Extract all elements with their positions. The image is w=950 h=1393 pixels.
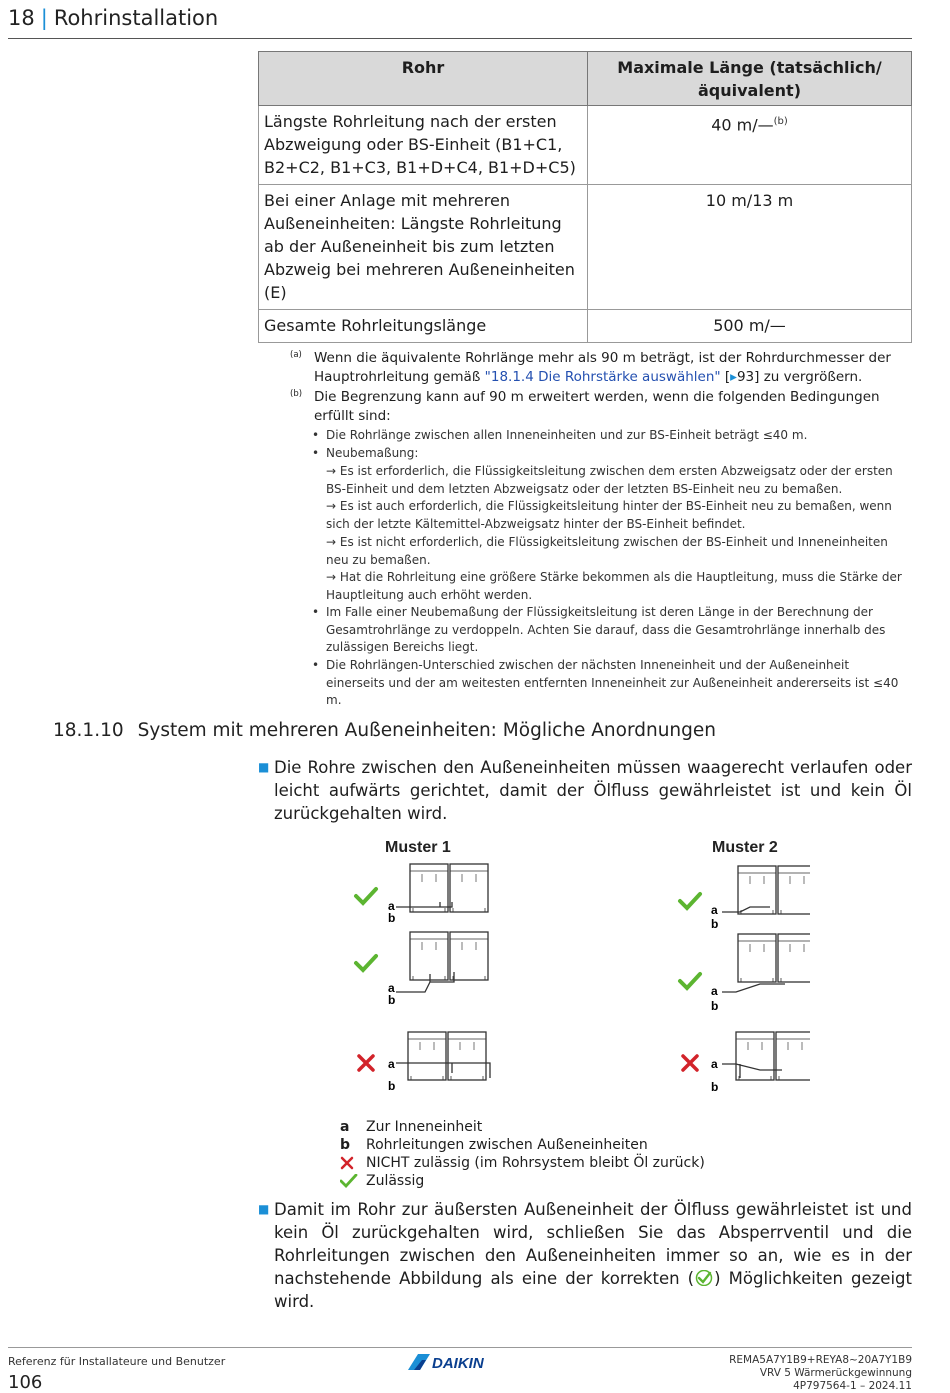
label-a: a (711, 1057, 718, 1071)
bullet-paragraph (258, 756, 912, 825)
list-item-text: Im Falle einer Neubemaßung der Flüssigkeitsleitung ist deren Länge in der Berechnung der Gesamtrohrlänge zu verdoppeln. Achten Sie darauf, dass die Gesamtrohrlänge innerhalb des zulässigen Bereichs liegt. (326, 605, 886, 655)
pipe-cell: Längste Rohrleitung nach der ersten Abzweigung oder BS-Einheit (B1+C1, B2+C2, B1+C3, B1+D+C4, B1+D+C5) (259, 106, 588, 185)
label-b: b (388, 911, 396, 925)
chapter-number: 18 (8, 6, 35, 30)
label-a: a (711, 984, 718, 998)
value-text: 500 m/— (713, 316, 786, 335)
cross-icon (340, 1156, 354, 1170)
list-item-text: Die Rohrlänge zwischen allen Inneneinheiten und zur BS-Einheit beträgt ≤40 m. (326, 428, 808, 442)
check-circle-icon (694, 1270, 714, 1286)
legend-text: Zur Inneneinheit (366, 1119, 483, 1135)
bullet-square-icon: ■ (258, 760, 270, 774)
list-item: • Neubemaßung: (312, 445, 910, 463)
section-title: System mit mehreren Außeneinheiten: Mögliche Anordnungen (137, 720, 717, 741)
list-item-text: Die Rohrlängen-Unterschied zwischen der nächsten Inneneinheit und der Außeneinheit einerseits und der am weitesten entfernten Inneneinheit zur Außeneinheit andererseits ist ≤40 m. (326, 658, 899, 708)
outdoor-unit (448, 1032, 486, 1080)
header-divider (8, 38, 912, 39)
label-a: a (388, 981, 395, 995)
section-heading (53, 720, 716, 741)
pipe-length-table (258, 51, 912, 343)
label-b: b (388, 1079, 396, 1093)
document-info (729, 1354, 912, 1393)
arrangement-diagram (340, 832, 810, 1094)
sub-item-text: → Hat die Rohrleitung eine größere Stärke bekommen als die Hauptleitung, muss die Stärke der Hauptleitung auch erhöht werden. (326, 570, 902, 602)
check-icon (356, 889, 376, 903)
paragraph-text-start: Damit im Rohr zur äußersten Außeneinheit der Ölfluss gewährleistet ist und kein Öl zurückgehalten wird, schließen Sie das Absperrventil und die Rohrleitungen zwischen den Außeneinheiten immer so an, wie es in der nachstehende Abbildung als eine der korrekten ( (274, 1200, 912, 1288)
sub-item-text: → Es ist auch erforderlich, die Flüssigkeitsleitung hinter der BS-Einheit neu zu bemaßen, wenn sich der letzte Kältemittel-Abzweigsatz hinter der BS-Einheit befindet. (326, 499, 892, 531)
section-number: 18.1.10 (53, 720, 124, 741)
label-a: a (388, 1057, 395, 1071)
check-icon (680, 974, 700, 988)
bullet-square-icon: ■ (258, 1202, 270, 1216)
sub-item (312, 534, 910, 569)
page-reference: 93 (736, 369, 755, 385)
column-header-max-length: Maximale Länge (tatsächlich/ äquivalent) (588, 52, 912, 106)
label-a: a (388, 899, 395, 913)
list-item: • Im Falle einer Neubemaßung der Flüssigkeitsleitung ist deren Länge in der Berechnung der Gesamtrohrlänge zu verdoppeln. Achten Sie darauf, dass die Gesamtrohrlänge innerhalb des zulässigen Bereichs liegt. (312, 604, 910, 657)
footer-divider (8, 1347, 912, 1348)
check-icon (356, 956, 376, 970)
pattern-1-title: Muster 1 (385, 839, 451, 856)
outdoor-unit (450, 932, 488, 980)
page-number: 106 (8, 1372, 43, 1393)
legend-item (340, 1136, 700, 1154)
footnote-b (290, 388, 910, 426)
pipe-cell: Bei einer Anlage mit mehreren Außeneinheiten: Längste Rohrleitung ab der Außeneinheit bis zum letzten Abzweig bei mehreren Außeneinheiten (E) (259, 185, 588, 310)
diagram-legend (340, 1118, 705, 1190)
footnote-text: Wenn die äquivalente Rohrlänge mehr als 90 m beträgt, ist der Rohrdurchmesser der Hauptrohrleitung gemäß (314, 350, 891, 385)
outdoor-unit (778, 934, 810, 982)
legend-text: Zulässig (366, 1173, 425, 1189)
outdoor-unit (450, 864, 488, 912)
outdoor-unit (778, 866, 810, 914)
legend-key: a (340, 1119, 350, 1135)
outdoor-unit (410, 864, 448, 912)
footnote-marker: (a) (290, 350, 302, 360)
list-item-text: Neubemaßung: (326, 446, 419, 460)
document-title: Referenz für Installateure und Benutzer (8, 1355, 226, 1368)
outdoor-unit (738, 934, 776, 982)
cross-icon (359, 1056, 373, 1070)
page-arrow-icon: ▸ (730, 369, 737, 385)
sub-item-text: → Es ist nicht erforderlich, die Flüssigkeitsleitung zwischen der BS-Einheit und Inneneinheiten neu zu bemaßen. (326, 535, 888, 567)
model-numbers: REMA5A7Y1B9+REYA8~20A7Y1B9 (729, 1354, 912, 1366)
column-header-pipe: Rohr (259, 52, 588, 106)
legend-item (340, 1118, 700, 1136)
table-row (259, 106, 912, 185)
cross-reference-link[interactable]: "18.1.4 Die Rohrstärke auswählen" (484, 369, 721, 385)
product-line: VRV 5 Wärmerückgewinnung (759, 1367, 912, 1379)
check-icon (680, 894, 700, 908)
outdoor-unit (410, 932, 448, 980)
pattern-2-title: Muster 2 (712, 839, 778, 856)
label-b: b (711, 917, 719, 931)
check-icon (340, 1174, 358, 1188)
table-row (259, 310, 912, 343)
footnote-marker: (b) (290, 389, 303, 399)
paragraph-text (274, 1198, 912, 1313)
value-text: 40 m/— (711, 115, 774, 135)
list-item: • Die Rohrlängen-Unterschied zwischen der nächsten Inneneinheit und der Außeneinheit einerseits und der am weitesten entfernten Inneneinheit zur Außeneinheit andererseits ist ≤40 m. (312, 657, 910, 710)
paragraph-text-end: ) Möglichkeiten gezeigt wird. (274, 1269, 912, 1311)
value-cell (588, 106, 912, 185)
footnote-a (290, 349, 910, 387)
table-row (259, 185, 912, 310)
pipe-line (722, 984, 785, 992)
sub-item (312, 569, 910, 604)
cross-icon (683, 1056, 697, 1070)
label-b: b (388, 993, 396, 1007)
label-b: b (711, 999, 719, 1013)
footnote-text: Die Begrenzung kann auf 90 m erweitert werden, wenn die folgenden Bedingungen erfüllt sind: (314, 389, 880, 424)
sub-item-text: → Es ist erforderlich, die Flüssigkeitsleitung zwischen dem ersten Abzweigsatz oder der ersten BS-Einheit und dem letzten Abzweigsatz oder der letzten BS-Einheit neu zu bemaßen. (326, 464, 893, 496)
value-cell (588, 310, 912, 343)
pipe-cell: Gesamte Rohrleitungslänge (259, 310, 588, 343)
label-a: a (711, 903, 718, 917)
bullet-paragraph (258, 1198, 912, 1313)
legend-text: NICHT zulässig (im Rohrsystem bleibt Öl zurück) (366, 1155, 705, 1171)
legend-item (340, 1154, 705, 1172)
header-separator: | (40, 6, 48, 30)
label-b: b (711, 1080, 719, 1094)
sub-item (312, 498, 910, 533)
footnote-ref: (b) (773, 116, 788, 127)
legend-item (340, 1172, 700, 1190)
value-cell (588, 185, 912, 310)
daikin-logo (408, 1352, 512, 1372)
brand-name: DAIKIN (432, 1355, 484, 1372)
document-code: 4P797564-1 – 2024.11 (793, 1380, 912, 1392)
page-header (8, 6, 218, 30)
legend-key: b (340, 1137, 351, 1153)
outdoor-unit (776, 1032, 810, 1080)
legend-text: Rohrleitungen zwischen Außeneinheiten (366, 1137, 648, 1153)
chapter-title: Rohrinstallation (53, 6, 219, 30)
sub-item (312, 463, 910, 498)
outdoor-unit (408, 1032, 446, 1080)
bracket-text: [ (720, 369, 731, 385)
list-item: • Die Rohrlänge zwischen allen Inneneinheiten und zur BS-Einheit beträgt ≤40 m. (312, 427, 910, 445)
footnote-text: ] zu vergrößern. (754, 369, 863, 385)
value-text: 10 m/13 m (705, 191, 794, 210)
table-header-row (259, 52, 912, 106)
paragraph-text: Die Rohre zwischen den Außeneinheiten müssen waagerecht verlaufen oder leicht aufwärts gerichtet, damit der Ölfluss gewährleistet ist und kein Öl zurückgehalten wird. (274, 758, 912, 823)
outdoor-unit (736, 1032, 774, 1080)
